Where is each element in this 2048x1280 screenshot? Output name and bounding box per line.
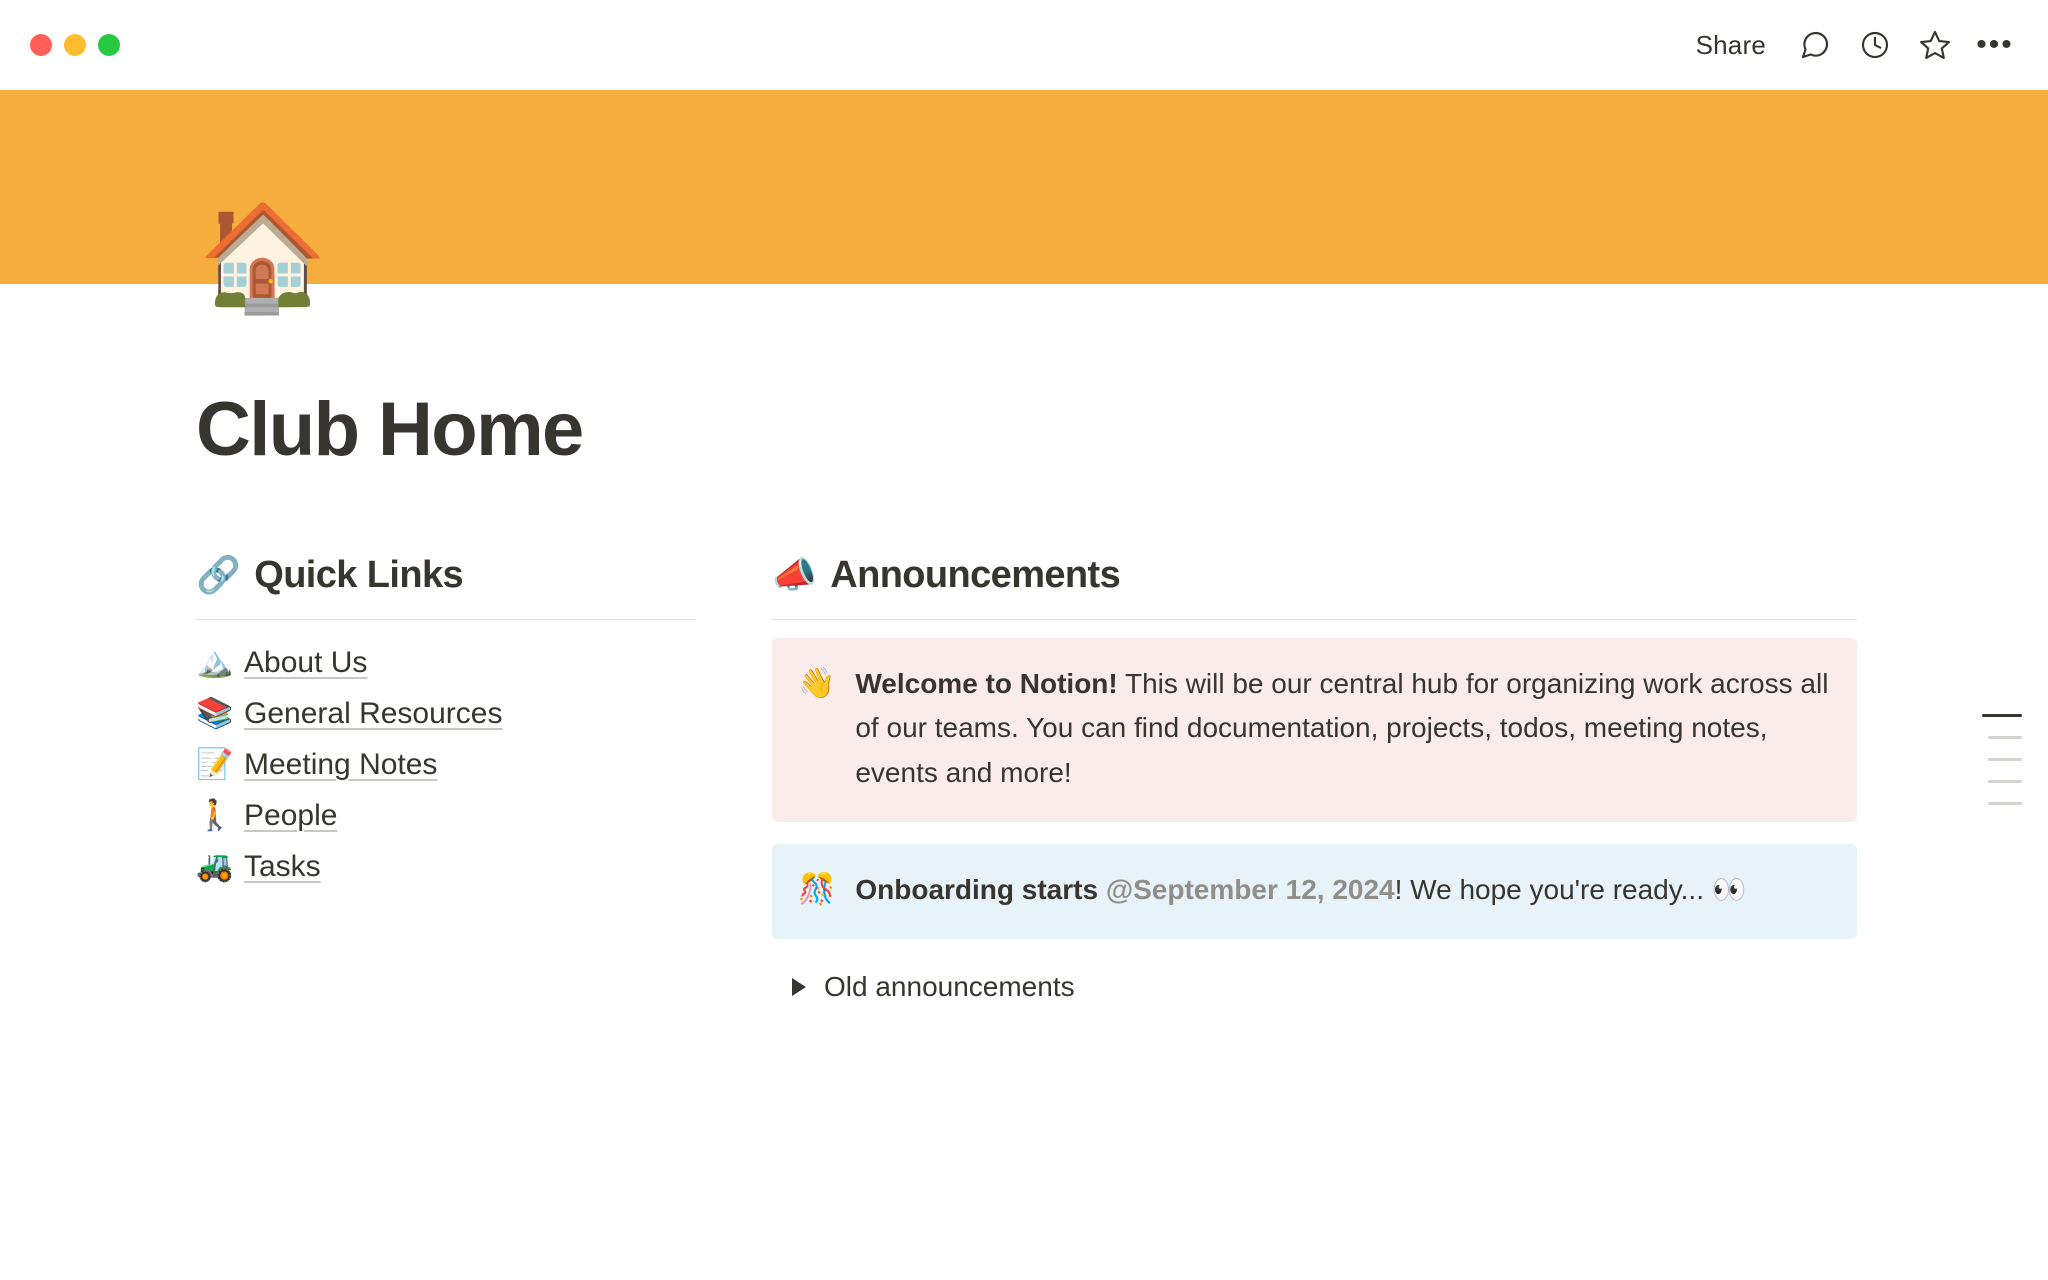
quick-link-label-about-us[interactable]: About Us <box>244 645 368 679</box>
page-content <box>0 200 2048 1003</box>
waving-hand-icon: 👋 <box>798 666 836 700</box>
favorite-star-icon[interactable] <box>1918 28 1952 62</box>
list-item[interactable] <box>196 791 696 842</box>
quick-link-label-tasks[interactable]: Tasks <box>244 849 321 883</box>
tractor-icon: 🚜 <box>196 849 234 883</box>
announcements-heading-text: Announcements <box>830 553 1121 596</box>
quick-links-heading <box>196 554 696 597</box>
minimize-window-button[interactable] <box>64 34 86 56</box>
quick-links-divider <box>196 619 696 620</box>
books-icon: 📚 <box>196 696 234 730</box>
outline-marker[interactable] <box>1988 802 2022 805</box>
list-item[interactable] <box>196 689 696 740</box>
maximize-window-button[interactable] <box>98 34 120 56</box>
mountain-icon: 🏔️ <box>196 645 234 679</box>
announcements-column <box>772 554 1857 1003</box>
outline-marker[interactable] <box>1988 758 2022 761</box>
announcements-divider <box>772 619 1857 620</box>
quick-links-heading-text: Quick Links <box>254 553 464 596</box>
chevron-right-icon[interactable] <box>792 978 806 996</box>
quick-links-column <box>196 554 696 1003</box>
announcement-lead: Welcome to Notion! <box>855 667 1118 699</box>
announcements-heading <box>772 554 1857 597</box>
window-controls <box>30 34 120 56</box>
window-titlebar <box>0 0 2048 90</box>
announcement-body: This will be our central hub for organizing work across all of our teams. You can find documentation, projects, todos, meeting notes, events and more! <box>855 667 1829 789</box>
announcement-callout-welcome[interactable] <box>772 638 1857 822</box>
history-icon[interactable] <box>1858 28 1892 62</box>
person-walking-icon: 🚶 <box>196 798 234 832</box>
list-item[interactable] <box>196 638 696 689</box>
outline-marker-active[interactable] <box>1982 714 2022 717</box>
announcement-text <box>855 868 1746 913</box>
share-button[interactable]: Share <box>1690 26 1772 65</box>
close-window-button[interactable] <box>30 34 52 56</box>
page-icon[interactable]: 🏠 <box>198 200 328 316</box>
list-item[interactable] <box>196 740 696 791</box>
titlebar-actions <box>1690 26 2012 65</box>
old-announcements-toggle[interactable] <box>772 961 1857 1003</box>
announcement-lead: Onboarding starts <box>855 873 1106 905</box>
announcement-text <box>855 662 1831 796</box>
announcement-callout-onboarding[interactable] <box>772 844 1857 939</box>
page-outline-indicator[interactable] <box>1982 714 2022 805</box>
outline-marker[interactable] <box>1988 736 2022 739</box>
outline-marker[interactable] <box>1988 780 2022 783</box>
announcement-body: ! We hope you're ready... 👀 <box>1394 873 1747 905</box>
page-title[interactable]: Club Home <box>196 387 583 472</box>
date-mention[interactable]: @September 12, 2024 <box>1105 873 1395 905</box>
old-announcements-label[interactable]: Old announcements <box>824 970 1075 1002</box>
quick-link-label-people[interactable]: People <box>244 798 338 832</box>
more-options-icon[interactable]: ••• <box>1976 28 2014 61</box>
list-item[interactable] <box>196 842 696 893</box>
quick-link-label-meeting-notes[interactable]: Meeting Notes <box>244 747 438 781</box>
quick-links-list <box>196 638 696 893</box>
confetti-icon: 🎊 <box>798 872 836 906</box>
content-columns <box>196 553 1829 1003</box>
memo-icon: 📝 <box>196 747 234 781</box>
megaphone-icon: 📣 <box>772 554 817 596</box>
quick-link-label-general-resources[interactable]: General Resources <box>244 696 503 730</box>
link-icon: 🔗 <box>196 554 241 596</box>
comment-icon[interactable] <box>1798 28 1832 62</box>
